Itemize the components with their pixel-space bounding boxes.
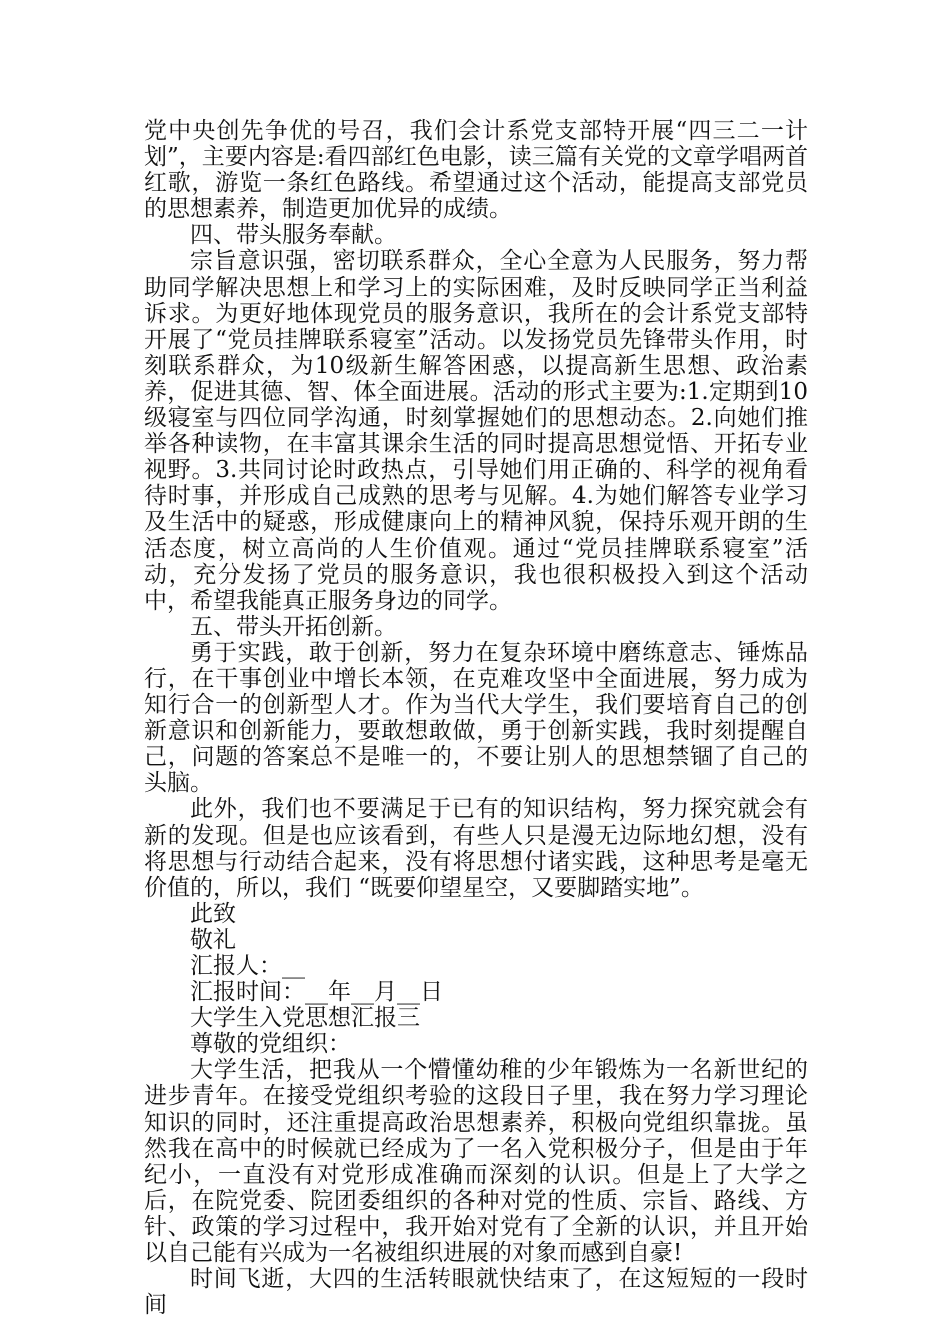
document-page bbox=[144, 118, 808, 1318]
closing-salutation: 此致 bbox=[190, 900, 236, 927]
report-date-line: 汇报时间：__年__月__日 bbox=[190, 979, 443, 1006]
paragraph-university-life: 大学生活，把我从一个懵懂幼稚的少年锻炼为一名新世纪的进步青年。在接受党组织考验的这段日子里，我在努力学习理论知识的同时，还注重提高政治思想素养，积极向党组织靠拢。虽然我在高中的时候就已经成为了一名入党积极分子，但是由于年纪小，一直没有对党形成准确而深刻的认识。但是上了大学之后，在院党委、院团委组织的各种对党的性质、宗旨、路线、方针、政策的学习过程中，我开始对党有了全新的认识，并且开始以自己能有兴成为一名被组织进展的对象而感到自豪! bbox=[144, 1057, 808, 1267]
paragraph-innovation: 勇于实践，敢于创新，努力在复杂环境中磨练意志、锤炼品行，在干事创业中增长本领，在克难攻坚中全面进展，努力成为知行合一的创新型人才。作为当代大学生，我们要培育自己的创新意识和创新能力，要敢想敢做，勇于创新实践，我时刻提醒自己，问题的答案总不是唯一的，不要让别人的思想禁锢了自己的头脑。 bbox=[144, 639, 808, 797]
paragraph-knowledge: 此外，我们也不要满足于已有的知识结构，努力探究就会有新的发现。但是也应该看到，有些人只是漫无边际地幻想，没有将思想与行动结合起来，没有将思想付诸实践，这种思考是毫无价值的，所以，我们 “既要仰望星空，又要脚踏实地”。 bbox=[144, 796, 808, 901]
paragraph-time-flies: 时间飞逝，大四的生活转眼就快结束了，在这短短的一段时间 bbox=[144, 1266, 808, 1319]
paragraph-service: 宗旨意识强，密切联系群众，全心全意为人民服务，努力帮助同学解决思想上和学习上的实际困难，及时反映同学正当利益诉求。为更好地体现党员的服务意识，我所在的会计系党支部特开展了“党员挂牌联系寝室”活动。以发扬党员先锋带头作用，时刻联系群众，为10级新生解答困惑，以提高新生思想、政治素养，促进其德、智、体全面进展。活动的形式主要为:1.定期到10级寝室与四位同学沟通，时刻掌握她们的思想动态。2.向她们推举各种读物，在丰富其课余生活的同时提高思想觉悟、开拓专业视野。3.共同讨论时政热点，引导她们用正确的、科学的视角看待时事，并形成自己成熟的思考与见解。4.为她们解答专业学习及生活中的疑惑，形成健康向上的精神风貌，保持乐观开朗的生活态度，树立高尚的人生价值观。通过“党员挂牌联系寝室”活动，充分发扬了党员的服务意识，我也很积极投入到这个活动中，希望我能真正服务身边的同学。 bbox=[144, 248, 808, 614]
report-title: 大学生入党思想汇报三 bbox=[190, 1005, 420, 1032]
paragraph-intro-continued: 党中央创先争优的号召，我们会计系党支部特开展“四三二一计划”，主要内容是:看四部红色电影，读三篇有关党的文章学唱两首红歌，游览一条红色路线。希望通过这个活动，能提高支部党员的思想素养，制造更加优异的成绩。 bbox=[144, 118, 808, 223]
section-heading-service: 四、带头服务奉献。 bbox=[190, 222, 397, 249]
greeting: 尊敬的党组织： bbox=[190, 1031, 351, 1058]
section-heading-innovation: 五、带头开拓创新。 bbox=[190, 613, 397, 640]
closing-regards: 敬礼 bbox=[190, 926, 236, 953]
reporter-line: 汇报人：__ bbox=[190, 953, 305, 979]
